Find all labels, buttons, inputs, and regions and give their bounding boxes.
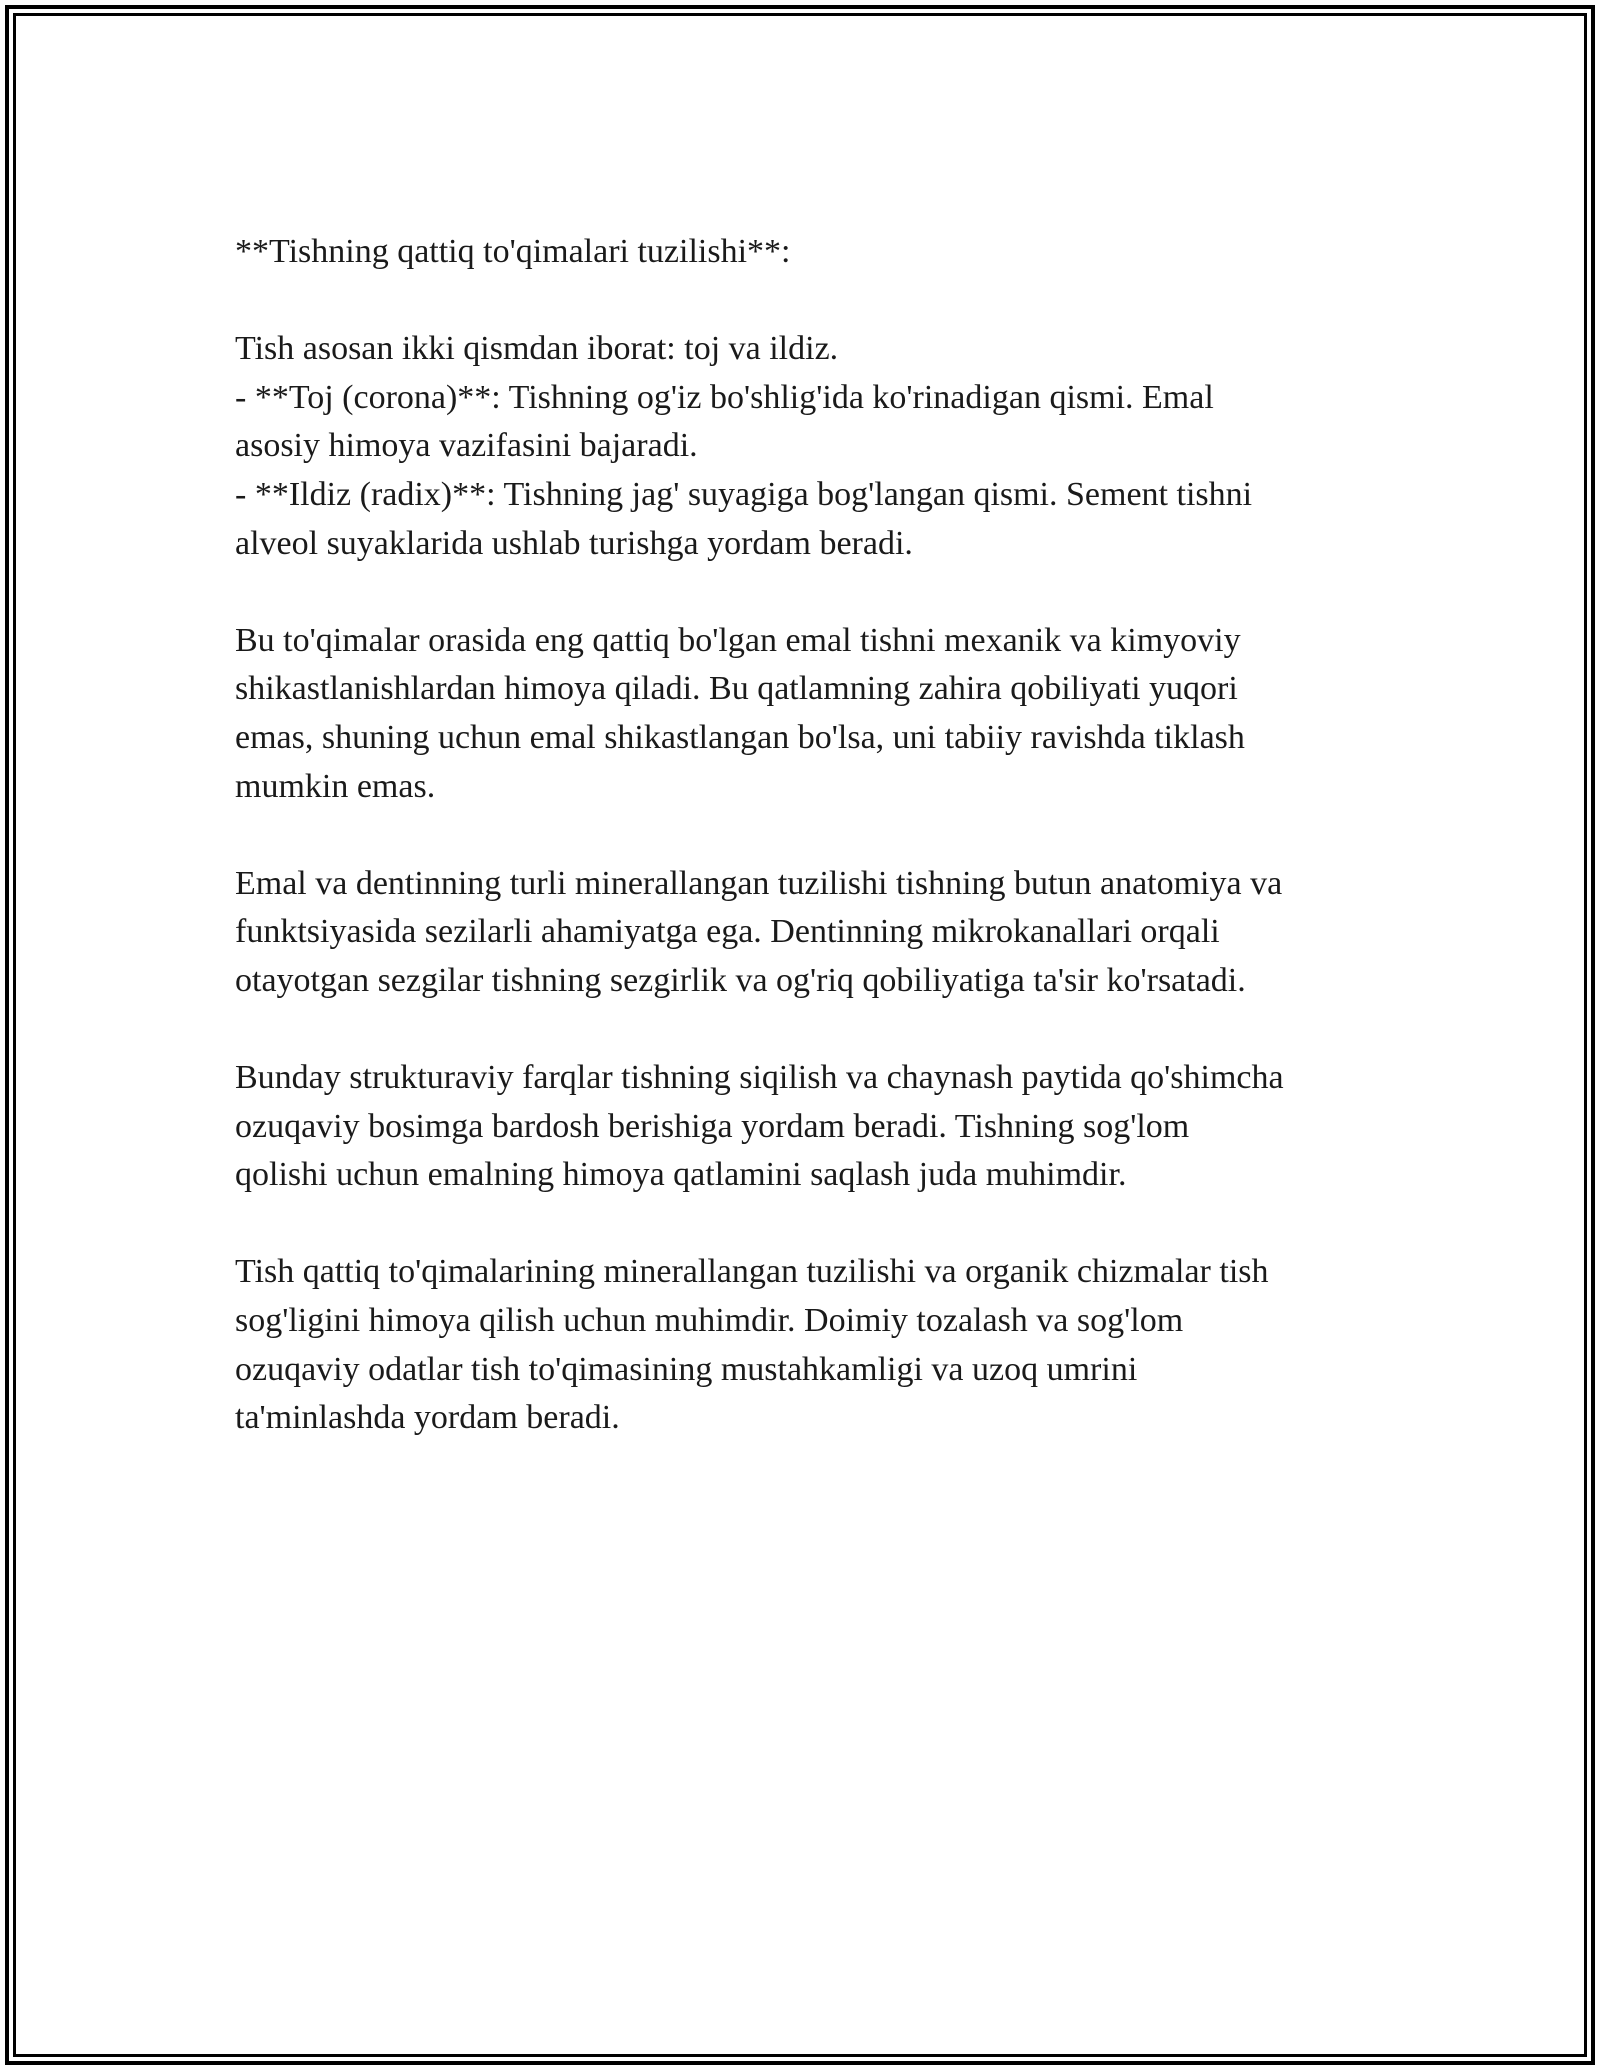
- paragraph-5: [235, 1248, 1395, 1442]
- text-line: asosiy himoya vazifasini bajaradi.: [235, 427, 698, 465]
- text-line: otayotgan sezgilar tishning sezgirlik va og'riq qobiliyatiga ta'sir ko'rsatadi.: [235, 961, 1246, 999]
- text-line: mumkin emas.: [235, 767, 436, 805]
- intro-paragraph: [235, 325, 1395, 568]
- document-title: **Tishning qattiq to'qimalari tuzilishi**:: [235, 233, 791, 270]
- text-line: Emal va dentinning turli minerallangan tuzilishi tishning butun anatomiya va: [235, 864, 1283, 902]
- text-line: Bu to'qimalar orasida eng qattiq bo'lgan emal tishni mexanik va kimyoviy: [235, 621, 1241, 659]
- document-body: [235, 228, 1395, 1491]
- text-line: ozuqaviy bosimga bardosh berishiga yordam beradi. Tishning sog'lom: [235, 1107, 1190, 1145]
- paragraph-2: [235, 617, 1395, 811]
- text-line: Bunday strukturaviy farqlar tishning siqilish va chaynash paytida qo'shimcha: [235, 1059, 1284, 1097]
- text-line: - **Toj (corona)**: Tishning og'iz bo'shlig'ida ko'rinadigan qismi. Emal: [235, 378, 1214, 416]
- text-line: sog'ligini himoya qilish uchun muhimdir. Doimiy tozalash va sog'lom: [235, 1302, 1184, 1340]
- text-line: Tish asosan ikki qismdan iborat: toj va ildiz.: [235, 330, 839, 368]
- text-line: funktsiyasida sezilarli ahamiyatga ega. Dentinning mikrokanallari orqali: [235, 913, 1220, 951]
- text-line: ozuqaviy odatlar tish to'qimasining mustahkamligi va uzoq umrini: [235, 1350, 1138, 1388]
- text-line: shikastlanishlardan himoya qiladi. Bu qatlamning zahira qobiliyati yuqori: [235, 670, 1238, 708]
- text-line: emas, shuning uchun emal shikastlangan bo'lsa, uni tabiiy ravishda tiklash: [235, 718, 1245, 756]
- text-line: Tish qattiq to'qimalarining minerallangan tuzilishi va organik chizmalar tish: [235, 1253, 1269, 1291]
- paragraph-4: [235, 1054, 1395, 1200]
- text-line: alveol suyaklarida ushlab turishga yordam beradi.: [235, 524, 913, 562]
- text-line: ta'minlashda yordam beradi.: [235, 1399, 620, 1437]
- text-line: - **Ildiz (radix)**: Tishning jag' suyagiga bog'langan qismi. Sement tishni: [235, 475, 1253, 513]
- text-line: qolishi uchun emalning himoya qatlamini saqlash juda muhimdir.: [235, 1156, 1127, 1194]
- paragraph-3: [235, 860, 1395, 1006]
